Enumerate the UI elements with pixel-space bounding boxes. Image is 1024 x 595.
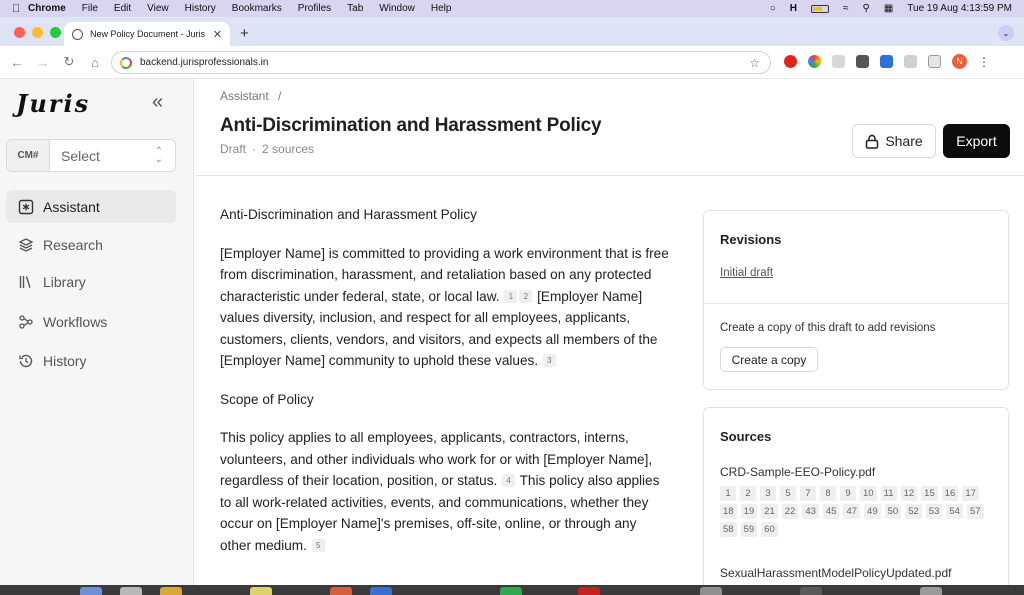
browser-tab-active[interactable] bbox=[64, 22, 230, 46]
dock-app-icon[interactable] bbox=[920, 587, 942, 595]
window-controls bbox=[14, 27, 61, 38]
more-vertical-icon[interactable]: ⋮ bbox=[978, 54, 990, 69]
source-page-badge[interactable]: 43 bbox=[802, 504, 819, 519]
source-page-badge[interactable]: 58 bbox=[720, 522, 737, 537]
dock-app-icon[interactable] bbox=[500, 587, 522, 595]
close-window-icon[interactable] bbox=[14, 27, 25, 38]
source-page-badge[interactable]: 53 bbox=[926, 504, 943, 519]
source-page-badge[interactable]: 50 bbox=[885, 504, 902, 519]
panel-divider bbox=[704, 303, 1008, 304]
tab-title: New Policy Document - Juris bbox=[90, 29, 206, 39]
source-page-badge[interactable]: 2 bbox=[740, 486, 756, 501]
create-copy-button[interactable]: Create a copy bbox=[720, 347, 818, 372]
source-page-badge[interactable]: 54 bbox=[946, 504, 963, 519]
address-url: backend.jurisprofessionals.in bbox=[140, 57, 269, 68]
chevron-updown-icon: ⌃ ⌄ bbox=[154, 145, 163, 165]
document-header bbox=[195, 79, 1024, 176]
dock-app-icon[interactable] bbox=[700, 587, 722, 595]
dock-app-icon[interactable] bbox=[800, 587, 822, 595]
spotlight-search-icon[interactable]: ⚲ bbox=[862, 3, 870, 14]
citation-badge[interactable]: 4 bbox=[502, 474, 515, 487]
source-page-badge[interactable]: 19 bbox=[741, 504, 758, 519]
citation-badge[interactable]: 5 bbox=[312, 539, 325, 552]
menu-profiles[interactable]: Profiles bbox=[297, 3, 332, 14]
dock-app-icon[interactable] bbox=[250, 587, 272, 595]
download-extension-icon[interactable] bbox=[880, 55, 893, 68]
app-sidebar bbox=[0, 79, 194, 585]
source-page-badge[interactable]: 11 bbox=[881, 486, 897, 501]
source-page-badge[interactable]: 1 bbox=[720, 486, 736, 501]
revisions-panel bbox=[703, 210, 1009, 390]
cm-label: CM# bbox=[7, 140, 50, 171]
bookmark-star-icon[interactable]: ☆ bbox=[749, 56, 760, 70]
share-label: Share bbox=[885, 133, 923, 149]
display-icon[interactable]: ○ bbox=[769, 3, 776, 14]
browser-tab-strip bbox=[0, 17, 1024, 46]
sidebar-item-assistant[interactable] bbox=[6, 190, 176, 223]
source-page-badge[interactable]: 21 bbox=[761, 504, 778, 519]
paragraph-text: This policy also applies to all work-related activities, events, and communications, whether they occur on [Employer Name]'s premises, off-site, online, or through any other medium. bbox=[220, 473, 660, 553]
document-paragraph bbox=[220, 243, 670, 372]
juris-logo[interactable]: Juris bbox=[16, 89, 91, 118]
source-page-badge[interactable]: 3 bbox=[760, 486, 776, 501]
menubar-status-area bbox=[770, 0, 1012, 17]
minimize-window-icon[interactable] bbox=[32, 27, 43, 38]
wifi-icon[interactable]: ≈ bbox=[843, 3, 849, 14]
menu-bookmarks[interactable]: Bookmarks bbox=[231, 3, 282, 14]
document-paragraph bbox=[220, 427, 670, 556]
source-page-badge[interactable]: 52 bbox=[905, 504, 922, 519]
source-page-badge[interactable]: 10 bbox=[860, 486, 877, 501]
pin-extension-icon[interactable] bbox=[904, 55, 917, 68]
color-extension-icon[interactable] bbox=[808, 55, 821, 68]
share-button[interactable] bbox=[852, 124, 936, 158]
dock-app-icon[interactable] bbox=[370, 587, 392, 595]
books-icon bbox=[18, 274, 34, 290]
forward-arrow-icon[interactable]: → bbox=[36, 54, 50, 70]
dock-app-icon[interactable] bbox=[80, 587, 102, 595]
source-page-badge[interactable]: 16 bbox=[942, 486, 959, 501]
browser-toolbar bbox=[0, 46, 1024, 79]
source-page-list bbox=[720, 486, 995, 537]
menu-help[interactable]: Help bbox=[430, 3, 452, 14]
paragraph-text: [Employer Name] values diversity, inclusion, and respect for all employees, applicants, customers, clients, vendors, and visitors, and expects all members of the [Employer Name] community to uphold these values. bbox=[220, 288, 658, 368]
source-page-badge[interactable]: 49 bbox=[864, 504, 881, 519]
extensions-area bbox=[784, 54, 990, 69]
source-file-link[interactable]: CRD-Sample-EEO-Policy.pdf bbox=[720, 465, 876, 479]
source-page-badge[interactable]: 18 bbox=[720, 504, 737, 519]
address-bar[interactable] bbox=[111, 51, 771, 74]
tab-search-chevron-icon[interactable]: ⌄ bbox=[998, 25, 1014, 41]
source-page-badge[interactable]: 60 bbox=[761, 522, 778, 537]
menu-file[interactable]: File bbox=[81, 3, 98, 14]
close-tab-icon[interactable]: ✕ bbox=[212, 28, 222, 41]
paragraph-text: [Employer Name] is committed to providing a work environment that is free from discrimination, harassment, and retaliation based on any protected characteristic under federal, state, or local law. bbox=[220, 245, 669, 304]
sources-panel bbox=[703, 407, 1009, 595]
sidebar-item-library[interactable] bbox=[6, 265, 176, 298]
macos-dock bbox=[0, 585, 1024, 595]
source-page-badge[interactable]: 15 bbox=[921, 486, 938, 501]
history-clock-icon bbox=[18, 353, 34, 369]
section-heading: Scope of Policy bbox=[220, 391, 314, 407]
citation-badge[interactable]: 3 bbox=[543, 354, 556, 367]
cm-select-value: Select bbox=[61, 147, 100, 164]
citation-badge[interactable]: 2 bbox=[519, 290, 532, 303]
puzzle-extensions-icon[interactable] bbox=[928, 55, 941, 68]
menu-history[interactable]: History bbox=[184, 3, 216, 14]
sidebar-item-label: Library bbox=[43, 273, 86, 290]
cm-number-select[interactable] bbox=[6, 139, 176, 172]
page-title: Anti-Discrimination and Harassment Policy bbox=[220, 115, 602, 136]
citation-badge[interactable]: 1 bbox=[504, 290, 517, 303]
source-page-badge[interactable]: 12 bbox=[901, 486, 918, 501]
source-page-badge[interactable]: 45 bbox=[823, 504, 840, 519]
layers-icon bbox=[18, 237, 34, 253]
revisions-note: Create a copy of this draft to add revisions bbox=[720, 322, 936, 334]
document-content[interactable] bbox=[220, 204, 670, 573]
workflow-icon bbox=[18, 314, 34, 330]
font-extension-icon[interactable] bbox=[856, 55, 869, 68]
document-meta bbox=[220, 142, 314, 156]
sources-title: Sources bbox=[720, 429, 772, 444]
source-page-badge[interactable]: 47 bbox=[843, 504, 860, 519]
menu-edit[interactable]: Edit bbox=[113, 3, 132, 14]
meta-separator: · bbox=[252, 142, 257, 156]
back-arrow-icon[interactable]: ← bbox=[10, 54, 24, 70]
screenshot-extension-icon[interactable] bbox=[832, 55, 845, 68]
sidebar-item-research[interactable] bbox=[6, 228, 176, 261]
sidebar-item-label: Workflows bbox=[43, 313, 108, 330]
collapse-sidebar-icon[interactable]: « bbox=[152, 91, 164, 113]
menu-window[interactable]: Window bbox=[379, 3, 415, 14]
breadcrumb-separator: / bbox=[278, 89, 282, 103]
dock-app-icon[interactable] bbox=[120, 587, 142, 595]
source-page-badge[interactable]: 59 bbox=[741, 522, 758, 537]
document-heading: Anti-Discrimination and Harassment Policy bbox=[220, 207, 477, 222]
macos-menubar bbox=[0, 0, 1024, 17]
export-button[interactable]: Export bbox=[943, 124, 1010, 158]
breadcrumb-assistant[interactable]: Assistant bbox=[220, 89, 269, 103]
lock-icon bbox=[865, 134, 879, 149]
paragraph-text: This policy applies to all employees, applicants, contractors, interns, volunteers, and other individuals who work for or with [Employer Name], regardless of their location, position, or status. bbox=[220, 430, 653, 488]
zoom-window-icon[interactable] bbox=[50, 27, 61, 38]
battery-icon[interactable] bbox=[811, 5, 829, 13]
google-icon bbox=[120, 57, 132, 69]
profile-avatar[interactable]: N bbox=[952, 54, 967, 69]
source-page-badge[interactable]: 57 bbox=[967, 504, 984, 519]
reload-icon[interactable]: ↻ bbox=[63, 54, 75, 69]
menu-app-name[interactable]: Chrome bbox=[28, 3, 66, 14]
breadcrumb bbox=[220, 89, 281, 103]
sidebar-item-history[interactable] bbox=[6, 344, 176, 377]
menubar-clock[interactable]: Tue 19 Aug 4:13:59 PM bbox=[907, 3, 1012, 14]
source-page-badge[interactable]: 17 bbox=[962, 486, 979, 501]
sidebar-item-label: Research bbox=[43, 236, 103, 253]
status-badge: Draft bbox=[220, 142, 247, 156]
source-page-badge[interactable]: 8 bbox=[820, 486, 836, 501]
revisions-title: Revisions bbox=[720, 232, 782, 247]
control-center-icon[interactable]: ▦ bbox=[883, 3, 894, 14]
home-icon[interactable]: ⌂ bbox=[91, 54, 99, 70]
menu-view[interactable]: View bbox=[147, 3, 169, 14]
asterisk-box-icon bbox=[18, 199, 34, 215]
sidebar-item-workflows[interactable] bbox=[6, 305, 176, 338]
sources-count[interactable]: 2 sources bbox=[262, 142, 315, 156]
adblock-extension-icon[interactable] bbox=[784, 55, 797, 68]
globe-icon bbox=[72, 29, 83, 40]
sidebar-item-label: Assistant bbox=[43, 198, 100, 215]
source-page-badge[interactable]: 22 bbox=[782, 504, 799, 519]
dock-app-icon[interactable] bbox=[578, 587, 600, 595]
source-page-badge[interactable]: 7 bbox=[800, 486, 816, 501]
dock-app-icon[interactable] bbox=[330, 587, 352, 595]
source-page-badge[interactable]: 5 bbox=[780, 486, 796, 501]
source-page-badge[interactable]: 9 bbox=[840, 486, 856, 501]
initial-draft-link[interactable]: Initial draft bbox=[720, 267, 774, 279]
source-file-link[interactable]: SexualHarassmentModelPolicyUpdated.pdf bbox=[720, 566, 952, 580]
menu-tab[interactable]: Tab bbox=[347, 3, 364, 14]
h-app-icon[interactable]: H bbox=[789, 3, 798, 14]
new-tab-plus-icon[interactable]: + bbox=[240, 25, 249, 42]
apple-icon[interactable] bbox=[12, 3, 28, 15]
sidebar-item-label: History bbox=[43, 352, 87, 369]
dock-app-icon[interactable] bbox=[160, 587, 182, 595]
